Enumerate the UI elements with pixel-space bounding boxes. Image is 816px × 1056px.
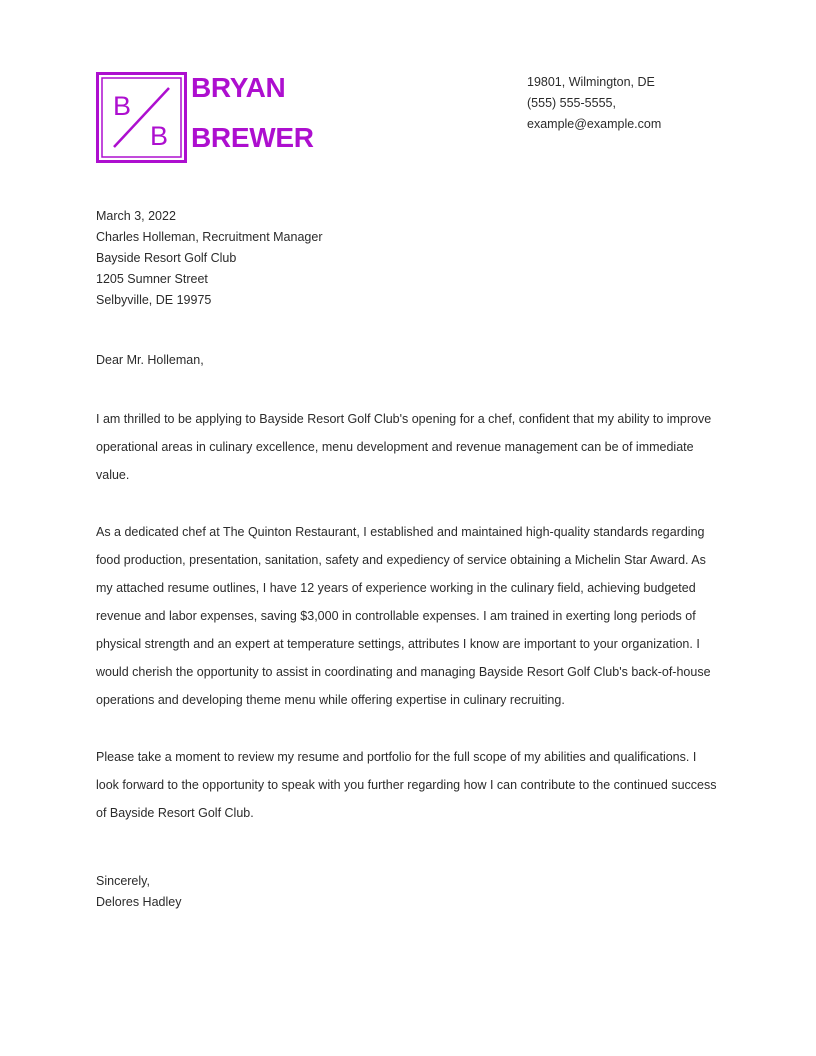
body-paragraph: I am thrilled to be applying to Bayside Resort Golf Club's opening for a chef, confident that my ability to improve operational areas in culinary excellence, menu development and revenue management can be of immediate value.	[96, 412, 712, 482]
monogram-bottom-letter: B	[150, 121, 169, 151]
first-name: BRYAN	[191, 72, 286, 103]
signature-name: Delores Hadley	[96, 895, 182, 909]
monogram-top-letter: B	[113, 91, 132, 121]
contact-block	[527, 72, 661, 135]
closing-phrase: Sincerely,	[96, 874, 150, 888]
body-paragraph: Please take a moment to review my resume and portfolio for the full scope of my abilities and qualifications. I look forward to the opportunity to speak with you further regarding how I can contribute to the continued success of Bayside Resort Golf Club.	[96, 750, 717, 820]
contact-email: example@example.com	[527, 117, 662, 131]
salutation: Dear Mr. Holleman,	[96, 353, 204, 367]
letter-date: March 3, 2022	[96, 209, 176, 223]
monogram-logo	[96, 72, 187, 163]
closing-block	[96, 871, 181, 913]
recipient-street: 1205 Sumner Street	[96, 272, 208, 286]
body-paragraph: As a dedicated chef at The Quinton Restaurant, I established and maintained high-quality standards regarding food production, presentation, sanitation, safety and expediency of service obtaining a Michelin Star Award. As my attached resume outlines, I have 12 years of experience working in the culinary field, achieving budgeted revenue and labor expenses, saving $3,000 in controllable expenses. I am trained in exerting long periods of physical strength and an expert at temperature settings, attributes I know are important to your organization. I would cherish the opportunity to assist in coordinating and managing Bayside Resort Golf Club's back-of-house operations and developing theme menu while offering expertise in culinary recruiting.	[96, 525, 711, 707]
contact-phone: (555) 555-5555,	[527, 96, 616, 110]
last-name: BREWER	[191, 122, 314, 153]
contact-address: 19801, Wilmington, DE	[527, 75, 655, 89]
recipient-block	[96, 206, 322, 311]
recipient-city-state-zip: Selbyville, DE 19975	[96, 293, 212, 307]
recipient-company: Bayside Resort Golf Club	[96, 251, 237, 265]
recipient-name-title: Charles Holleman, Recruitment Manager	[96, 230, 323, 244]
